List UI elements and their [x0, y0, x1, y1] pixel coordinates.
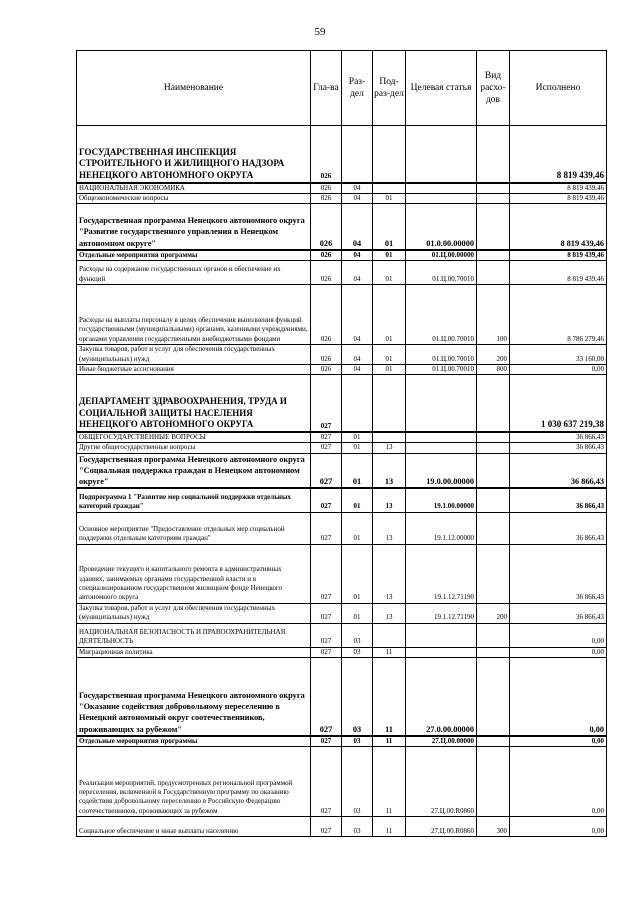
- row-csr: 01.0.00.00000: [406, 204, 477, 250]
- row-glava: 027: [311, 736, 342, 747]
- row-csr: 19.1.00.00000: [406, 488, 477, 512]
- row-podrazdel: 01: [373, 250, 406, 261]
- row-razdel: 04: [342, 193, 373, 203]
- col-header-vr: Вид расхо-дов: [477, 51, 510, 126]
- row-glava: 027: [311, 658, 342, 736]
- row-podrazdel: 11: [373, 658, 406, 736]
- row-glava: 027: [311, 817, 342, 837]
- row-sum: 36 866,43: [510, 512, 607, 544]
- row-name: Общеэкономические вопросы: [77, 193, 311, 203]
- row-sum: 8 819 439,46: [510, 261, 607, 285]
- row-sum: 8 819 439,46: [510, 183, 607, 194]
- table-header: [77, 51, 607, 126]
- row-podrazdel: [373, 432, 406, 443]
- row-vr: [477, 250, 510, 261]
- row-csr: 19.1.12.71190: [406, 544, 477, 603]
- row-glava: 026: [311, 285, 342, 345]
- row-razdel: [342, 375, 373, 432]
- row-csr: 01.Ц.00.70010: [406, 345, 477, 365]
- row-razdel: 04: [342, 345, 373, 365]
- row-vr: [477, 453, 510, 488]
- row-name: Миграционная политика: [77, 647, 311, 657]
- row-glava: 027: [311, 623, 342, 647]
- row-razdel: 01: [342, 512, 373, 544]
- row-csr: [406, 126, 477, 183]
- row-razdel: 03: [342, 623, 373, 647]
- col-header-podrazdel: Под-раз-дел: [373, 51, 406, 126]
- row-csr: 27.0.00.00000: [406, 658, 477, 736]
- table-row: [77, 647, 607, 657]
- row-name: Государственная программа Ненецкого автономного округа "Социальная поддержка граждан в Ненецком автономном округе": [77, 453, 311, 488]
- table-row: [77, 623, 607, 647]
- row-podrazdel: 13: [373, 453, 406, 488]
- page-number: 59: [314, 26, 326, 38]
- row-razdel: 01: [342, 432, 373, 443]
- row-name: НАЦИОНАЛЬНАЯ БЕЗОПАСНОСТЬ И ПРАВООХРАНИТЕЛЬНАЯ ДЕЯТЕЛЬНОСТЬ: [77, 623, 311, 647]
- row-name: Реализация мероприятий, предусмотренных региональной программой переселения, включенной в Государственную программу по оказанию содействия добровольному переселению в Российскую Федерацию соотечественников, проживающих за рубежом: [77, 747, 311, 817]
- row-razdel: 04: [342, 365, 373, 375]
- row-podrazdel: 13: [373, 443, 406, 453]
- table-row: [77, 365, 607, 375]
- row-csr: 27.Ц.00.R0860: [406, 747, 477, 817]
- row-podrazdel: 13: [373, 488, 406, 512]
- table-row: [77, 658, 607, 736]
- row-razdel: 01: [342, 488, 373, 512]
- table-row: [77, 736, 607, 747]
- table-row: [77, 375, 607, 432]
- row-csr: 01.Ц.00.70010: [406, 365, 477, 375]
- row-vr: 200: [477, 603, 510, 623]
- row-vr: [477, 432, 510, 443]
- row-vr: 800: [477, 365, 510, 375]
- table-row: [77, 204, 607, 250]
- table-row: [77, 432, 607, 443]
- row-sum: 1 030 637 219,38: [510, 375, 607, 432]
- row-name: Расходы на содержание государственных органов и обеспечение их функций: [77, 261, 311, 285]
- row-csr: 19.0.00.00000: [406, 453, 477, 488]
- row-csr: 19.1.12.71190: [406, 603, 477, 623]
- row-podrazdel: 13: [373, 544, 406, 603]
- row-sum: 36 866,43: [510, 603, 607, 623]
- row-razdel: 03: [342, 747, 373, 817]
- budget-table: [76, 50, 607, 837]
- table-row: [77, 544, 607, 603]
- col-header-razdel: Раз-дел: [342, 51, 373, 126]
- row-vr: [477, 193, 510, 203]
- row-glava: 026: [311, 365, 342, 375]
- row-vr: 100: [477, 285, 510, 345]
- row-csr: [406, 183, 477, 194]
- row-glava: 027: [311, 512, 342, 544]
- row-vr: [477, 261, 510, 285]
- row-name: Социальное обеспечение и иные выплаты населению: [77, 817, 311, 837]
- row-podrazdel: 11: [373, 647, 406, 657]
- row-sum: 36 866,43: [510, 432, 607, 443]
- row-vr: [477, 623, 510, 647]
- row-vr: [477, 488, 510, 512]
- row-razdel: 04: [342, 250, 373, 261]
- row-podrazdel: 01: [373, 204, 406, 250]
- row-sum: 8 786 279,46: [510, 285, 607, 345]
- row-sum: 8 819 439,46: [510, 193, 607, 203]
- row-sum: 36 866,43: [510, 453, 607, 488]
- row-podrazdel: 01: [373, 345, 406, 365]
- row-glava: 027: [311, 603, 342, 623]
- table-row: [77, 193, 607, 203]
- row-razdel: 03: [342, 817, 373, 837]
- row-podrazdel: 11: [373, 817, 406, 837]
- table-row: [77, 817, 607, 837]
- row-podrazdel: 11: [373, 747, 406, 817]
- row-vr: [477, 204, 510, 250]
- row-glava: 027: [311, 747, 342, 817]
- row-csr: 01.Ц.00.00000: [406, 250, 477, 261]
- row-podrazdel: [373, 183, 406, 194]
- table-row: [77, 261, 607, 285]
- row-podrazdel: [373, 126, 406, 183]
- row-name: Основное мероприятие "Предоставление отдельных мер социальной поддержки отдельным категориям граждан": [77, 512, 311, 544]
- row-sum: 36 866,43: [510, 488, 607, 512]
- row-csr: [406, 375, 477, 432]
- col-header-sum: Исполнено: [510, 51, 607, 126]
- row-vr: [477, 544, 510, 603]
- row-name: Проведение текущего и капитального ремонта в административных зданиях, занимаемых органами государственной власти и в специализированном государственном жилищном фонде Ненецкого автономного округа: [77, 544, 311, 603]
- row-name: Закупка товаров, работ и услуг для обеспечения государственных (муниципальных) нужд: [77, 345, 311, 365]
- row-podrazdel: 01: [373, 285, 406, 345]
- row-podrazdel: [373, 623, 406, 647]
- row-razdel: 01: [342, 603, 373, 623]
- row-csr: 01.Ц.00.70010: [406, 285, 477, 345]
- row-razdel: 04: [342, 285, 373, 345]
- table-row: [77, 443, 607, 453]
- row-sum: 0,00: [510, 647, 607, 657]
- row-sum: 0,00: [510, 623, 607, 647]
- row-sum: 8 819 439,46: [510, 204, 607, 250]
- table-row: [77, 250, 607, 261]
- row-vr: [477, 126, 510, 183]
- row-name: НАЦИОНАЛЬНАЯ ЭКОНОМИКА: [77, 183, 311, 194]
- row-name: Закупка товаров, работ и услуг для обеспечения государственных (муниципальных) нужд: [77, 603, 311, 623]
- row-name: ГОСУДАРСТВЕННАЯ ИНСПЕКЦИЯ СТРОИТЕЛЬНОГО И ЖИЛИЩНОГО НАДЗОРА НЕНЕЦКОГО АВТОНОМНОГО ОКРУГА: [77, 126, 311, 183]
- row-name: Другие общегосударственные вопросы: [77, 443, 311, 453]
- row-glava: 026: [311, 204, 342, 250]
- row-sum: 0,00: [510, 736, 607, 747]
- row-sum: 0,00: [510, 817, 607, 837]
- row-razdel: 04: [342, 261, 373, 285]
- row-vr: [477, 747, 510, 817]
- row-sum: 36 866,43: [510, 443, 607, 453]
- row-podrazdel: 01: [373, 261, 406, 285]
- row-csr: 27.Ц.00.R0860: [406, 817, 477, 837]
- row-glava: 026: [311, 126, 342, 183]
- row-razdel: [342, 126, 373, 183]
- table-row: [77, 183, 607, 194]
- row-glava: 027: [311, 488, 342, 512]
- row-glava: 027: [311, 453, 342, 488]
- row-vr: [477, 647, 510, 657]
- row-razdel: 04: [342, 183, 373, 194]
- row-csr: [406, 432, 477, 443]
- row-name: Государственная программа Ненецкого автономного округа "Оказание содействия добровольному переселению в Ненецкий автономный округ соотечественников, проживающих за рубежом": [77, 658, 311, 736]
- row-razdel: 01: [342, 443, 373, 453]
- table-row: [77, 512, 607, 544]
- row-name: Подпрограмма 1 "Развитие мер социальной поддержки отдельных категорий граждан": [77, 488, 311, 512]
- row-glava: 027: [311, 443, 342, 453]
- row-sum: 8 819 439,46: [510, 126, 607, 183]
- row-podrazdel: 13: [373, 603, 406, 623]
- row-csr: 01.Ц.00.70010: [406, 261, 477, 285]
- row-podrazdel: 11: [373, 736, 406, 747]
- row-vr: [477, 183, 510, 194]
- row-vr: [477, 375, 510, 432]
- row-name: Отдельные мероприятия программы: [77, 250, 311, 261]
- row-podrazdel: [373, 375, 406, 432]
- table-body: [77, 126, 607, 837]
- row-glava: 027: [311, 432, 342, 443]
- row-podrazdel: 01: [373, 193, 406, 203]
- row-glava: 027: [311, 375, 342, 432]
- row-razdel: 04: [342, 204, 373, 250]
- row-sum: 0,00: [510, 658, 607, 736]
- table-row: [77, 285, 607, 345]
- row-csr: [406, 623, 477, 647]
- row-name: Отдельные мероприятия программы: [77, 736, 311, 747]
- row-name: Расходы на выплаты персоналу в целях обеспечения выполнения функций государственными (муниципальными) органами, казенными учреждениями, органами управления государственными внебюджетными фондами: [77, 285, 311, 345]
- row-glava: 026: [311, 250, 342, 261]
- row-glava: 026: [311, 183, 342, 194]
- row-csr: 19.1.12.00000: [406, 512, 477, 544]
- row-vr: [477, 443, 510, 453]
- row-sum: 0,00: [510, 365, 607, 375]
- row-csr: [406, 193, 477, 203]
- row-name: Иные бюджетные ассигнования: [77, 365, 311, 375]
- row-razdel: 01: [342, 453, 373, 488]
- table-row: [77, 603, 607, 623]
- row-vr: [477, 512, 510, 544]
- row-glava: 027: [311, 647, 342, 657]
- table-row: [77, 747, 607, 817]
- col-header-name: Наименование: [77, 51, 311, 126]
- row-podrazdel: 13: [373, 512, 406, 544]
- row-glava: 026: [311, 193, 342, 203]
- table-row: [77, 453, 607, 488]
- row-vr: [477, 736, 510, 747]
- row-podrazdel: 01: [373, 365, 406, 375]
- row-razdel: 01: [342, 544, 373, 603]
- row-razdel: 03: [342, 658, 373, 736]
- row-csr: [406, 443, 477, 453]
- table-row: [77, 126, 607, 183]
- table-row: [77, 345, 607, 365]
- row-vr: 300: [477, 817, 510, 837]
- row-csr: [406, 647, 477, 657]
- row-sum: 33 160,00: [510, 345, 607, 365]
- row-vr: [477, 658, 510, 736]
- col-header-csr: Целевая статья: [406, 51, 477, 126]
- row-name: Государственная программа Ненецкого автономного округа "Развитие государственного управления в Ненецком автономном округе": [77, 204, 311, 250]
- row-glava: 026: [311, 345, 342, 365]
- table-row: [77, 488, 607, 512]
- row-sum: 36 866,43: [510, 544, 607, 603]
- row-sum: 8 819 439,46: [510, 250, 607, 261]
- col-header-glava: Гла-ва: [311, 51, 342, 126]
- row-name: ДЕПАРТАМЕНТ ЗДРАВООХРАНЕНИЯ, ТРУДА И СОЦИАЛЬНОЙ ЗАЩИТЫ НАСЕЛЕНИЯ НЕНЕЦКОГО АВТОНОМНОГО ОКРУГА: [77, 375, 311, 432]
- row-glava: 027: [311, 544, 342, 603]
- row-glava: 026: [311, 261, 342, 285]
- row-name: ОБЩЕГОСУДАРСТВЕННЫЕ ВОПРОСЫ: [77, 432, 311, 443]
- row-razdel: 03: [342, 647, 373, 657]
- row-sum: 0,00: [510, 747, 607, 817]
- row-csr: 27.Ц.00.00000: [406, 736, 477, 747]
- row-vr: 200: [477, 345, 510, 365]
- row-razdel: 03: [342, 736, 373, 747]
